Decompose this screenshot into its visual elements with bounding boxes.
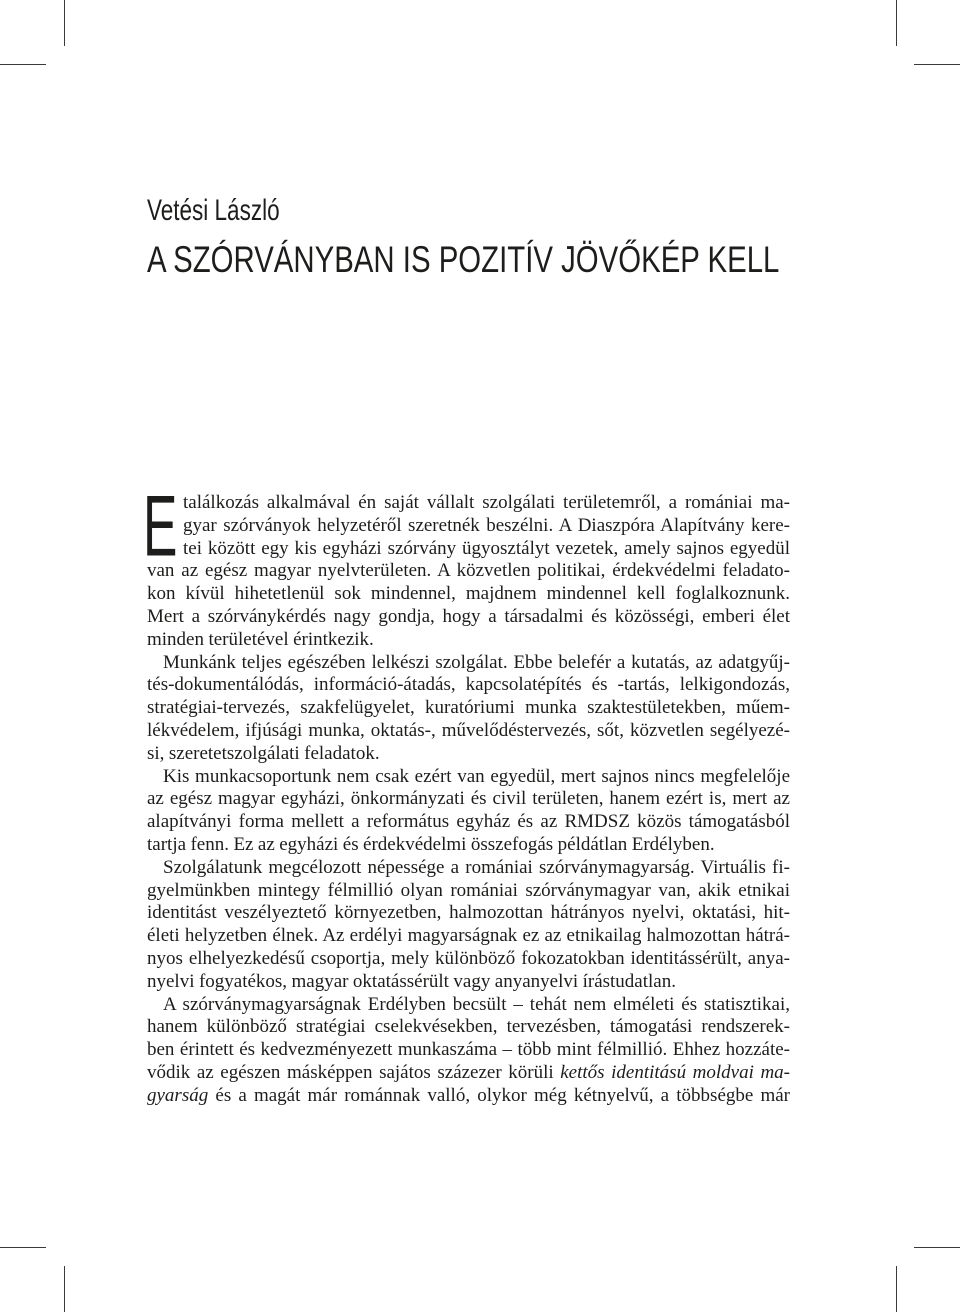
text-line: tei között egy kis egyházi szórvány ügyosztályt vezetek, amely sajnos egyedül <box>183 537 790 559</box>
text-line: si, szeretetszolgálati feladatok. <box>147 742 380 764</box>
paragraph <box>147 766 790 857</box>
italic-text: gyarság <box>147 1084 209 1106</box>
text-line: Mert a szórványkérdés nagy gondja, hogy a társadalmi és közösségi, emberi élet <box>147 605 790 627</box>
text-line: gyelmünkben mintegy félmillió olyan romániai szórványmagyar van, akik etnikai <box>147 879 790 901</box>
paragraph <box>147 857 790 994</box>
author-name: Vetési László <box>147 194 280 227</box>
text-line: van az egész magyar nyelvterületen. A közvetlen politikai, érdekvédelmi feladato- <box>147 560 790 582</box>
text-line: identitást veszélyeztető környezetben, halmozottan hátrányos nyelvi, oktatási, hit- <box>147 902 790 924</box>
paragraph <box>147 994 790 1108</box>
text-line: Szolgálatunk megcélozott népessége a romániai szórványmagyarság. Virtuális fi- <box>163 856 790 878</box>
crop-mark-bottom-right-vertical <box>896 1266 897 1312</box>
text-line: alapítványi forma mellett a református egyház és az RMDSZ közös támogatásból <box>147 811 790 833</box>
text-line: nyelvi fogyatékos, magyar oktatássérült vagy anyanyelvi írástudatlan. <box>147 970 676 992</box>
crop-mark-top-left-horizontal <box>0 64 46 65</box>
text-line: gyar szórványok helyzetéről szeretnék beszélni. A Diaszpóra Alapítvány kere- <box>183 514 790 536</box>
text-segment: vődik az egészen másképpen sajátos százezer körüli <box>147 1061 561 1083</box>
crop-mark-top-right-vertical <box>896 0 897 46</box>
text-line: az egész magyar egyházi, önkormányzati és civil területen, hanem ezért is, mert az <box>147 788 790 810</box>
article-title: A SZÓRVÁNYBAN IS POZITÍV JÖVŐKÉP KELL <box>147 239 780 280</box>
text-line <box>147 1085 790 1108</box>
text-line: minden területével érintkezik. <box>147 628 374 650</box>
crop-mark-top-right-horizontal <box>914 64 960 65</box>
paragraph <box>147 652 790 766</box>
text-segment: és a magát már románnak valló, olykor még kétnyelvű, a többségbe már <box>208 1084 790 1106</box>
text-line: stratégiai-tervezés, szakfelügyelet, kuratóriumi munka szaktestületekben, műem- <box>147 697 790 719</box>
text-line: találkozás alkalmával én saját vállalt szolgálati területemről, a romániai ma- <box>183 492 790 513</box>
text-line: Kis munkacsoportunk nem csak ezért van egyedül, mert sajnos nincs megfelelője <box>163 765 790 787</box>
italic-text: kettős identitású moldvai ma- <box>560 1061 790 1083</box>
text-line: lékvédelem, ifjúsági munka, oktatás-, művelődéstervezés, sőt, közvetlen segélyezé- <box>147 719 790 741</box>
text-line: tés-dokumentálódás, információ-átadás, kapcsolatépítés és -tartás, lelkigondozás, <box>147 674 790 696</box>
text-line: életi helyzetben élnek. Az erdélyi magyarságnak ez az etnikailag halmozottan hátrá- <box>147 925 790 947</box>
text-line: hanem különböző stratégiai cselekvésekben, tervezésben, támogatási rendszerek- <box>147 1016 790 1038</box>
text-line: tartja fenn. Ez az egyházi és érdekvédelmi összefogás példátlan Erdélyben. <box>147 833 715 855</box>
crop-mark-top-left-vertical <box>64 0 65 46</box>
text-line: Munkánk teljes egészében lelkészi szolgálat. Ebbe belefér a kutatás, az adatgyűj- <box>163 651 790 673</box>
crop-mark-bottom-right-horizontal <box>914 1247 960 1248</box>
text-line: A szórványmagyarságnak Erdélyben becsült – tehát nem elméleti és statisztikai, <box>163 993 790 1015</box>
text-line <box>147 1062 790 1085</box>
text-line: ben érintett és kedvezményezett munkaszáma – több mint félmillió. Ehhez hozzáte- <box>147 1039 790 1061</box>
paragraph <box>147 492 790 652</box>
text-line: nyos elhelyezkedésű csoportja, mely különböző fokozatokban identitássérült, anya- <box>147 947 790 969</box>
drop-cap-letter: E <box>143 479 178 575</box>
text-line: kon kívül hihetetlenül sok mindennel, majdnem mindennel kell foglalkoznunk. <box>147 583 790 605</box>
crop-mark-bottom-left-horizontal <box>0 1247 46 1248</box>
crop-mark-bottom-left-vertical <box>64 1266 65 1312</box>
article-body <box>147 492 790 1108</box>
